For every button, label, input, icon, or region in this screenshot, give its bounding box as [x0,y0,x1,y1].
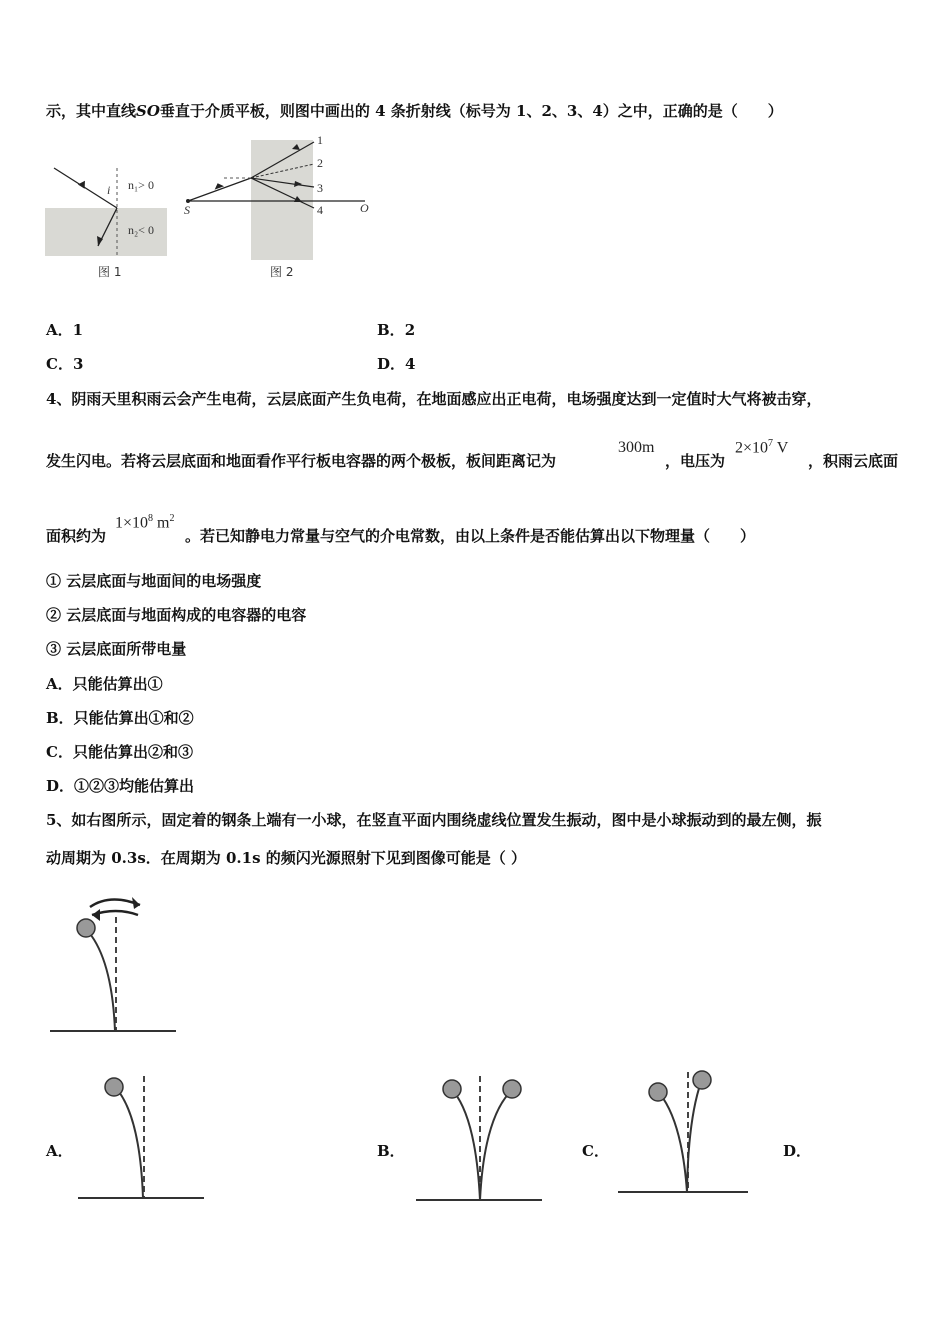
q5-option-b[interactable]: B． [377,1142,405,1160]
fig2-caption: 图 2 [270,265,294,279]
q3-option-d[interactable]: D．4 [377,355,416,373]
q4-voltage: $2\times 10^7$ V [735,438,789,457]
q4-stem-line-1: 4、阴雨天里积雨云会产生电荷，云层底面产生负电荷，在地面感应出正电荷，电场强度达到一定值时大气将被击穿， [46,390,822,408]
ball [693,1071,711,1089]
q3-option-a[interactable]: A．1 [46,321,84,339]
q4-distance: 300m [618,439,655,456]
q3-option-c[interactable]: C．3 [46,355,84,373]
q3-figure-2 [180,130,380,265]
q4-item-2: ② 云层底面与地面构成的电容器的电容 [46,606,307,624]
q4-option-a[interactable]: A．只能估算出① [46,675,163,693]
ball [105,1078,123,1096]
q5-option-b-figure[interactable] [414,1072,546,1204]
fig2-label-s: S [184,203,190,217]
steel-strip [86,929,115,1031]
ball [77,919,95,937]
q5-reference-figure [48,885,178,1035]
q3-stem: 示，其中直线SO垂直于介质平板，则图中画出的 4 条折射线（标号为 1、2、3、4）之中，正确的是（ ） [46,102,783,120]
fig2-ray-label-1: 1 [317,133,323,147]
q3-figure-1 [40,150,180,280]
swing-arrowhead [132,897,140,909]
q5-option-a[interactable]: A． [46,1142,73,1160]
fig2-label-o: O [360,201,369,215]
fig1-label-i: i [107,183,111,197]
fig2-ray-label-4: 4 [317,203,323,217]
swing-arrow-top [90,899,140,907]
q4-stem-line-2b: ，电压为 [665,452,726,470]
q4-item-3: ③ 云层底面所带电量 [46,640,187,658]
q5-stem-line-1: 5、如右图所示，固定着的钢条上端有一小球，在竖直平面内围绕虚线位置发生振动，图中是小球振动到的最左侧，振 [46,811,822,829]
q4-stem-line-3a: 面积约为 [46,527,107,545]
q4-item-1: ① 云层底面与地面间的电场强度 [46,572,262,590]
q4-option-b[interactable]: B．只能估算出①和② [46,709,194,727]
q4-option-d[interactable]: D．①②③均能估算出 [46,777,195,795]
q5-option-c[interactable]: C． [582,1142,609,1160]
fig2-medium-plate [251,140,313,260]
fig1-label-n1: n₁> 0 [128,178,154,192]
ball [503,1080,521,1098]
swing-arrowhead [92,909,100,921]
q4-stem-line-2c: ，积雨云底面 [808,452,899,470]
q4-option-c[interactable]: C．只能估算出②和③ [46,743,193,761]
q4-stem-line-2a: 发生闪电。若将云层底面和地面看作平行板电容器的两个极板，板间距离记为 [46,452,557,470]
q5-stem-line-2: 动周期为 0.3s．在周期为 0.1s 的频闪光源照射下见到图像可能是（ ） [46,849,526,867]
fig2-ray-label-2: 2 [317,156,323,170]
fig2-incident-ray [188,178,251,201]
q5-option-a-figure[interactable] [76,1072,208,1204]
q5-option-d[interactable]: D． [783,1142,812,1160]
q3-option-b[interactable]: B．2 [377,321,416,339]
q5-option-c-figure[interactable] [616,1068,750,1198]
q4-area: $1\times 10^8$ $m^2$ [115,513,175,532]
ball [649,1083,667,1101]
fig2-ray-label-3: 3 [317,181,323,195]
ball [443,1080,461,1098]
fig1-label-n2: n₂< 0 [128,223,154,237]
fig1-caption: 图 1 [98,265,122,279]
q4-stem-line-3b: 。若已知静电力常量与空气的介电常数，由以上条件是否能估算出以下物理量（ ） [185,527,756,545]
